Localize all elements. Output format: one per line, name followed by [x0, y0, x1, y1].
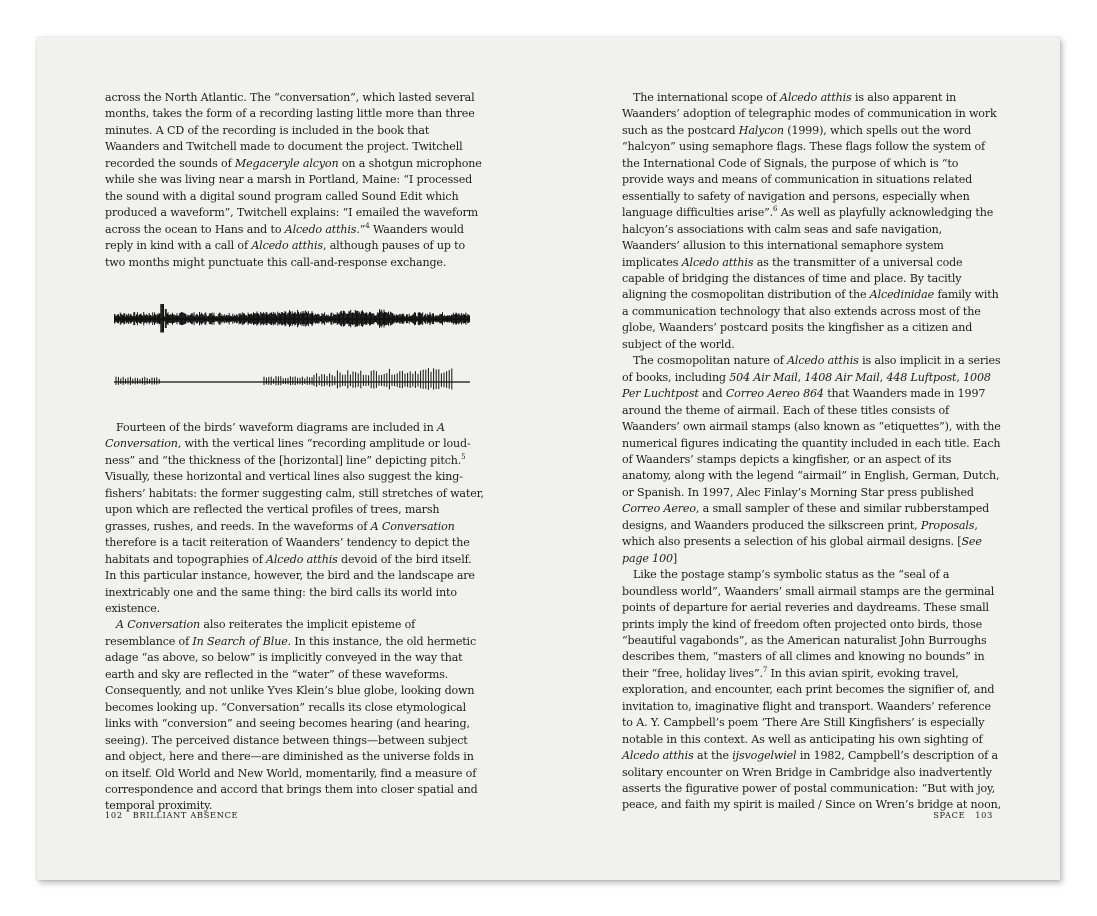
text-run: The international scope of [633, 91, 780, 104]
italic-run: See page 100 [622, 535, 982, 565]
italic-run: A Conversation [116, 618, 201, 632]
italic-run: In Search of Blue [192, 634, 288, 648]
text-run: also reiterates the implicit episteme of resemblance of [105, 618, 416, 648]
text-run: Waanders would reply in kind with a call of [105, 222, 464, 253]
italic-run: A Conversation [370, 519, 455, 533]
italic-run: Correo Aereo 864 [725, 387, 824, 401]
text-run: (1999), which spells out the word “halcyon” using semaphore flags. These flags follow the system of the International Code of Signals, the purpose of which is “to provide ways and means of communication in situations related essentially to safety of navigation and persons, especially when language difficulties arise”. [622, 123, 985, 220]
text-run: on a shotgun microphone while she was living near a marsh in Portland, Maine: “I processed the sound with a digital sound program called Sound Edit which produced a waveform”, Twitchell explains: “I emailed the waveform across the ocean to Hans and to [105, 156, 482, 236]
footnote-ref: 7 [762, 665, 768, 674]
left-paragraph-3 [105, 617, 484, 814]
italic-run: Alcedo atthis [284, 222, 357, 236]
italic-run: Correo Aereo [622, 502, 696, 516]
running-head-left: BRILLIANT ABSENCE [132, 810, 239, 820]
text-run: at the [693, 749, 733, 763]
text-run: therefore is a tacit reiteration of Waanders’ tendency to depict the habitats and topographies of [105, 536, 470, 566]
right-text-column [622, 90, 1001, 814]
italic-run: Alcedo atthis [622, 749, 694, 763]
text-run: , [956, 370, 964, 384]
text-run: Fourteen of the birds’ waveform diagrams are included in [116, 420, 437, 434]
text-run: family with a communication technology that also extends across most of the globe, Waanders’ postcard posits the kingfisher as a citizen and subject of the world. [622, 288, 999, 351]
text-run: is also apparent in Waanders’ adoption of telegraphic modes of communication in work such as the postcard [622, 91, 997, 137]
text-run: The cosmopolitan nature of [633, 354, 788, 368]
text-run: , with the vertical lines “recording amplitude or loudness” and “the thickness of the [horizontal] line” depicting pitch. [105, 437, 471, 467]
italic-run: Alcedinidae [869, 288, 935, 302]
italic-run: A Conversation [105, 420, 445, 451]
footnote-ref: 4 [365, 221, 370, 230]
italic-run: Megaceryle alcyon [234, 156, 339, 170]
left-paragraph-2 [105, 420, 484, 617]
right-paragraph-1 [622, 90, 1001, 353]
text-run: In this avian spirit, evoking travel, exploration, and encounter, each print becomes the signifier of, and invitation to, imaginative flight and transport. Waanders’ reference to A. Y. Campbell’s poem ‘There Are Still Kingfishers’ is especially notable in this context. As well as anticipating his own sighting of [622, 666, 995, 746]
text-run: as the transmitter of a universal code capable of bridging the distances of time and place. By tacitly aligning the cosmopolitan distribution of the [622, 255, 963, 302]
text-run: .” [356, 222, 366, 236]
italic-run: 504 Air Mail [729, 370, 798, 384]
right-paragraph-2 [622, 353, 1001, 567]
waveform-illustration [114, 292, 472, 400]
page-number-left: 102 [105, 810, 123, 820]
text-run: ] [672, 551, 678, 565]
right-folio [933, 810, 993, 820]
italic-run: Alcedo atthis [787, 354, 859, 368]
waveform-2 [116, 368, 452, 390]
text-run: , a small sampler of these and similar rubberstamped designs, and Waanders produced the silkscreen print, [622, 502, 990, 532]
italic-run: Alcedo atthis [266, 552, 338, 566]
text-run: As well as playfully acknowledging the halcyon’s associations with calm seas and safe navigation, Waanders’ allusion to this international semaphore system implicates [622, 206, 994, 269]
italic-run: ijsvogelwiel [732, 749, 797, 763]
text-run: is also implicit in a series of books, including [622, 354, 1001, 384]
running-head-right: SPACE [933, 810, 966, 820]
text-run: and [698, 387, 726, 401]
text-run: that Waanders made in 1997 around the theme of airmail. Each of these titles consists of Waanders’ own airmail stamps (also known as “etiquettes”), with the numerical figures indicating the quantity included in each title. Each of Waanders’ stamps depicts a kingfisher, or an aspect of its anatomy, along with the legend “airmail” in English, German, Dutch, or Spanish. In 1997, Alec Finlay’s Morning Star press published [622, 387, 1001, 499]
text-run: across the North Atlantic. The “conversation”, which lasted several months, takes the form of a recording lasting little more than three minutes. A CD of the recording is included in the book that Waanders and Twitchell made to document the project. Twitchell recorded the sounds of [105, 91, 475, 170]
left-page [37, 37, 548, 880]
text-run: in 1982, Campbell’s description of a solitary encounter on Wren Bridge in Cambridge also inadvertently asserts the figurative power of postal communication: “But with joy, peace, and faith my spirit is mailed / Since on Wren’s bridge at noon, [622, 749, 1001, 812]
text-run: , [797, 370, 805, 384]
italic-run: Proposals [920, 518, 975, 532]
italic-run: 448 Luftpost [886, 370, 957, 384]
italic-run: Halycon [738, 123, 784, 137]
book-spread [37, 37, 1060, 880]
text-run: Like the postage stamp’s symbolic status as the “seal of a boundless world”, Waanders’ small airmail stamps are the germinal points of departure for aerial reveries and daydreams. These small prints imply the kind of freedom often projected onto birds, those “beautiful vagabonds”, as the American naturalist John Burroughs describes them, “masters of all climes and knowing no bounds” in their “free, holiday lives”. [622, 568, 995, 680]
text-run: , which also presents a selection of his global airmail designs. [ [622, 518, 978, 549]
italic-run: 1008 Per Luchtpost [622, 370, 991, 401]
footnote-ref: 6 [773, 205, 778, 214]
italic-run: Alcedo atthis [779, 91, 852, 104]
text-run: , although pauses of up to two months might punctuate this call-and-response exchange. [105, 239, 466, 269]
text-run: Visually, these horizontal and vertical lines also suggest the kingfishers’ habitats: the former suggesting calm, still stretches of water, upon which are reflected the vertical profiles of trees, marsh grasses, rushes, and reeds. In the waveforms of [105, 470, 484, 533]
page-number-right: 103 [975, 810, 993, 820]
footnote-ref: 5 [461, 452, 466, 461]
italic-run: 1408 Air Mail [804, 370, 880, 384]
text-run: . In this instance, the old hermetic adage “as above, so below” is implicitly conveyed in the way that earth and sky are reflected in the “water” of these waveforms. Consequently, and not unlike Yves Klein’s blue globe, looking down becomes looking up. “Conversation” recalls its close etymological links with “conversion” and seeing becomes hearing (and hearing, seeing). The perceived distance between things—between subject and object, here and there—are diminished as the universe folds in on itself. Old World and New World, momentarily, find a measure of correspondence and accord that brings them into closer spatial and temporal proximity. [105, 634, 478, 813]
waveform-1 [114, 304, 470, 333]
italic-run: Alcedo atthis [681, 255, 754, 269]
right-paragraph-3 [622, 567, 1001, 814]
text-run: devoid of the bird itself. In this particular instance, however, the bird and the landscape are inextricably one and the same thing: the bird calls its world into existence. [105, 552, 475, 615]
left-text-column [105, 90, 484, 815]
right-page [549, 37, 1060, 880]
text-run: , [879, 370, 887, 384]
left-paragraph-1 [105, 90, 484, 271]
left-folio [105, 810, 238, 820]
italic-run: Alcedo atthis [251, 239, 323, 253]
